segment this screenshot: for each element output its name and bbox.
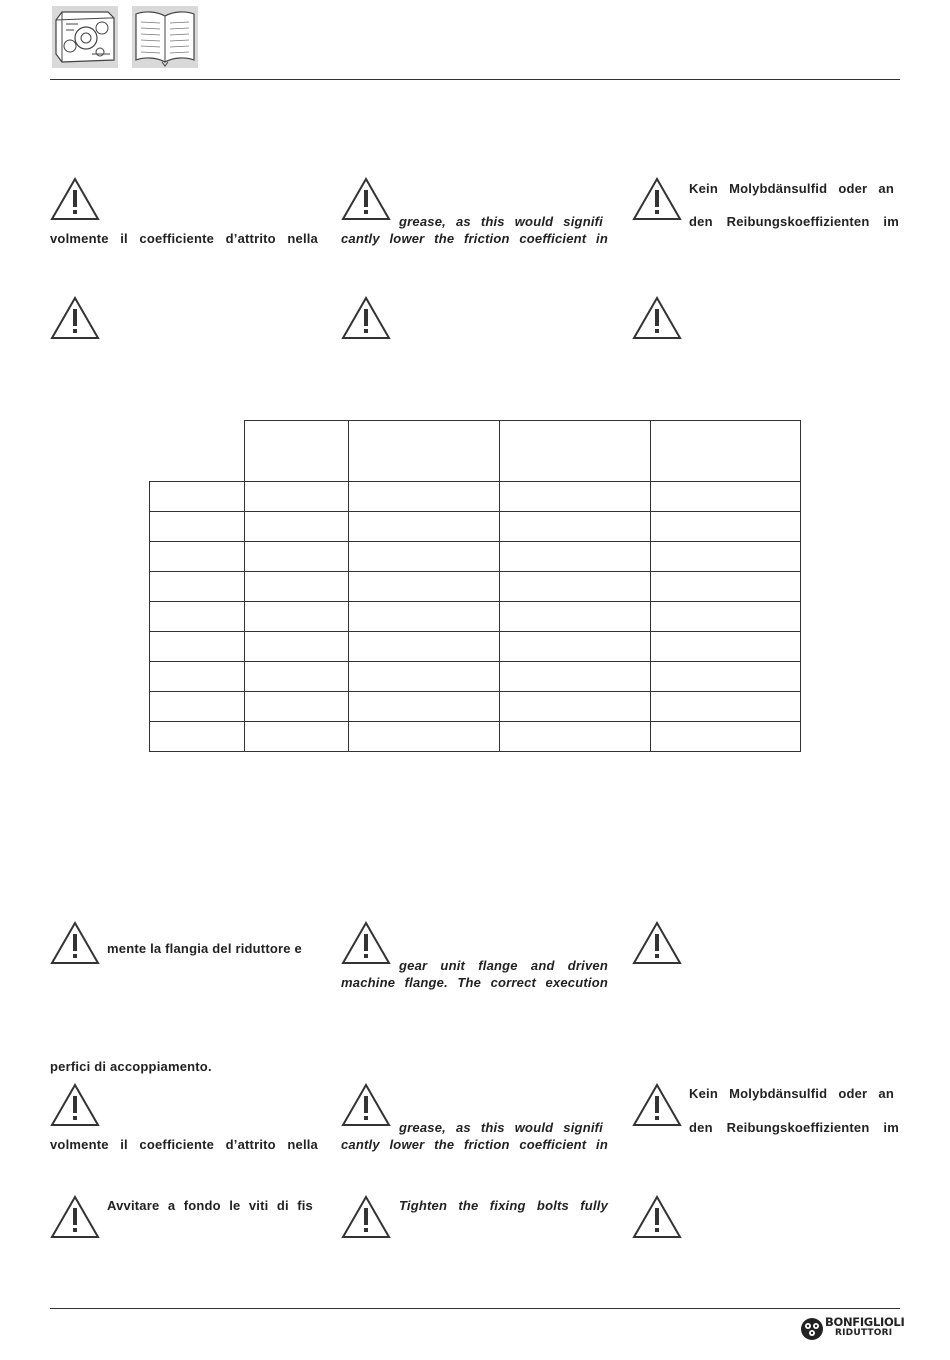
warning-text-it: Avvitare a fondo le viti di fis	[107, 1198, 313, 1213]
warning-text-en-line2: machine flange. The correct execution	[341, 975, 608, 990]
brand-name: BONFIGLIOLI	[825, 1315, 905, 1329]
warning-icon	[632, 1083, 682, 1127]
warning-text-en: Tighten the fixing bolts fully	[399, 1198, 608, 1213]
warning-text-it: volmente il coefficiente d’attrito nella	[50, 1137, 318, 1152]
table-corner-cell	[150, 421, 245, 482]
warning-icon	[341, 296, 391, 340]
warning-icon	[632, 177, 682, 221]
warning-text-en-line1: grease, as this would signifi	[399, 1120, 603, 1135]
brand-subtitle: RIDUTTORI	[835, 1328, 893, 1338]
header-rule	[50, 79, 900, 80]
table-row	[150, 662, 801, 692]
warning-text-en-line1: gear unit flange and driven	[399, 958, 608, 973]
table-row	[150, 572, 801, 602]
table-header-cell	[499, 421, 650, 482]
brand-logo	[800, 1315, 905, 1342]
table-row	[150, 482, 801, 512]
table-header-row	[150, 421, 801, 482]
table-header-cell	[348, 421, 499, 482]
warning-text-de-line1: Kein Molybdänsulfid oder an	[689, 1086, 894, 1101]
gearbox-icon	[52, 6, 118, 68]
warning-icon	[50, 1083, 100, 1127]
warning-text-de-line2: den Reibungskoeffizienten im	[689, 214, 899, 229]
warning-icon	[50, 1195, 100, 1239]
standalone-text: perfici di accoppiamento.	[50, 1059, 212, 1074]
footer-rule	[50, 1308, 900, 1309]
warning-icon	[341, 921, 391, 965]
table-header-cell	[244, 421, 348, 482]
warning-text-en-line1: grease, as this would signifi	[399, 214, 603, 229]
warning-icon	[632, 1195, 682, 1239]
warning-text-en-line2: cantly lower the friction coefficient in	[341, 231, 608, 246]
table-row	[150, 692, 801, 722]
warning-icon	[341, 1195, 391, 1239]
warning-text-de-line2: den Reibungskoeffizienten im	[689, 1120, 899, 1135]
warning-icon	[632, 921, 682, 965]
warning-icon	[341, 177, 391, 221]
table-row	[150, 632, 801, 662]
table-header-cell	[650, 421, 800, 482]
bonfiglioli-logo-icon	[800, 1317, 824, 1341]
warning-icon	[50, 177, 100, 221]
open-book-icon	[132, 6, 198, 68]
data-table	[149, 420, 801, 752]
warning-icon	[50, 921, 100, 965]
warning-text-en-line2: cantly lower the friction coefficient in	[341, 1137, 608, 1152]
warning-text-it: mente la flangia del riduttore e	[107, 941, 302, 956]
table-row	[150, 602, 801, 632]
warning-icon	[341, 1083, 391, 1127]
warning-icon	[50, 296, 100, 340]
table-row	[150, 542, 801, 572]
warning-text-it: volmente il coefficiente d’attrito nella	[50, 231, 318, 246]
table-row	[150, 722, 801, 752]
warning-icon	[632, 296, 682, 340]
table-row	[150, 512, 801, 542]
warning-text-de-line1: Kein Molybdänsulfid oder an	[689, 181, 894, 196]
